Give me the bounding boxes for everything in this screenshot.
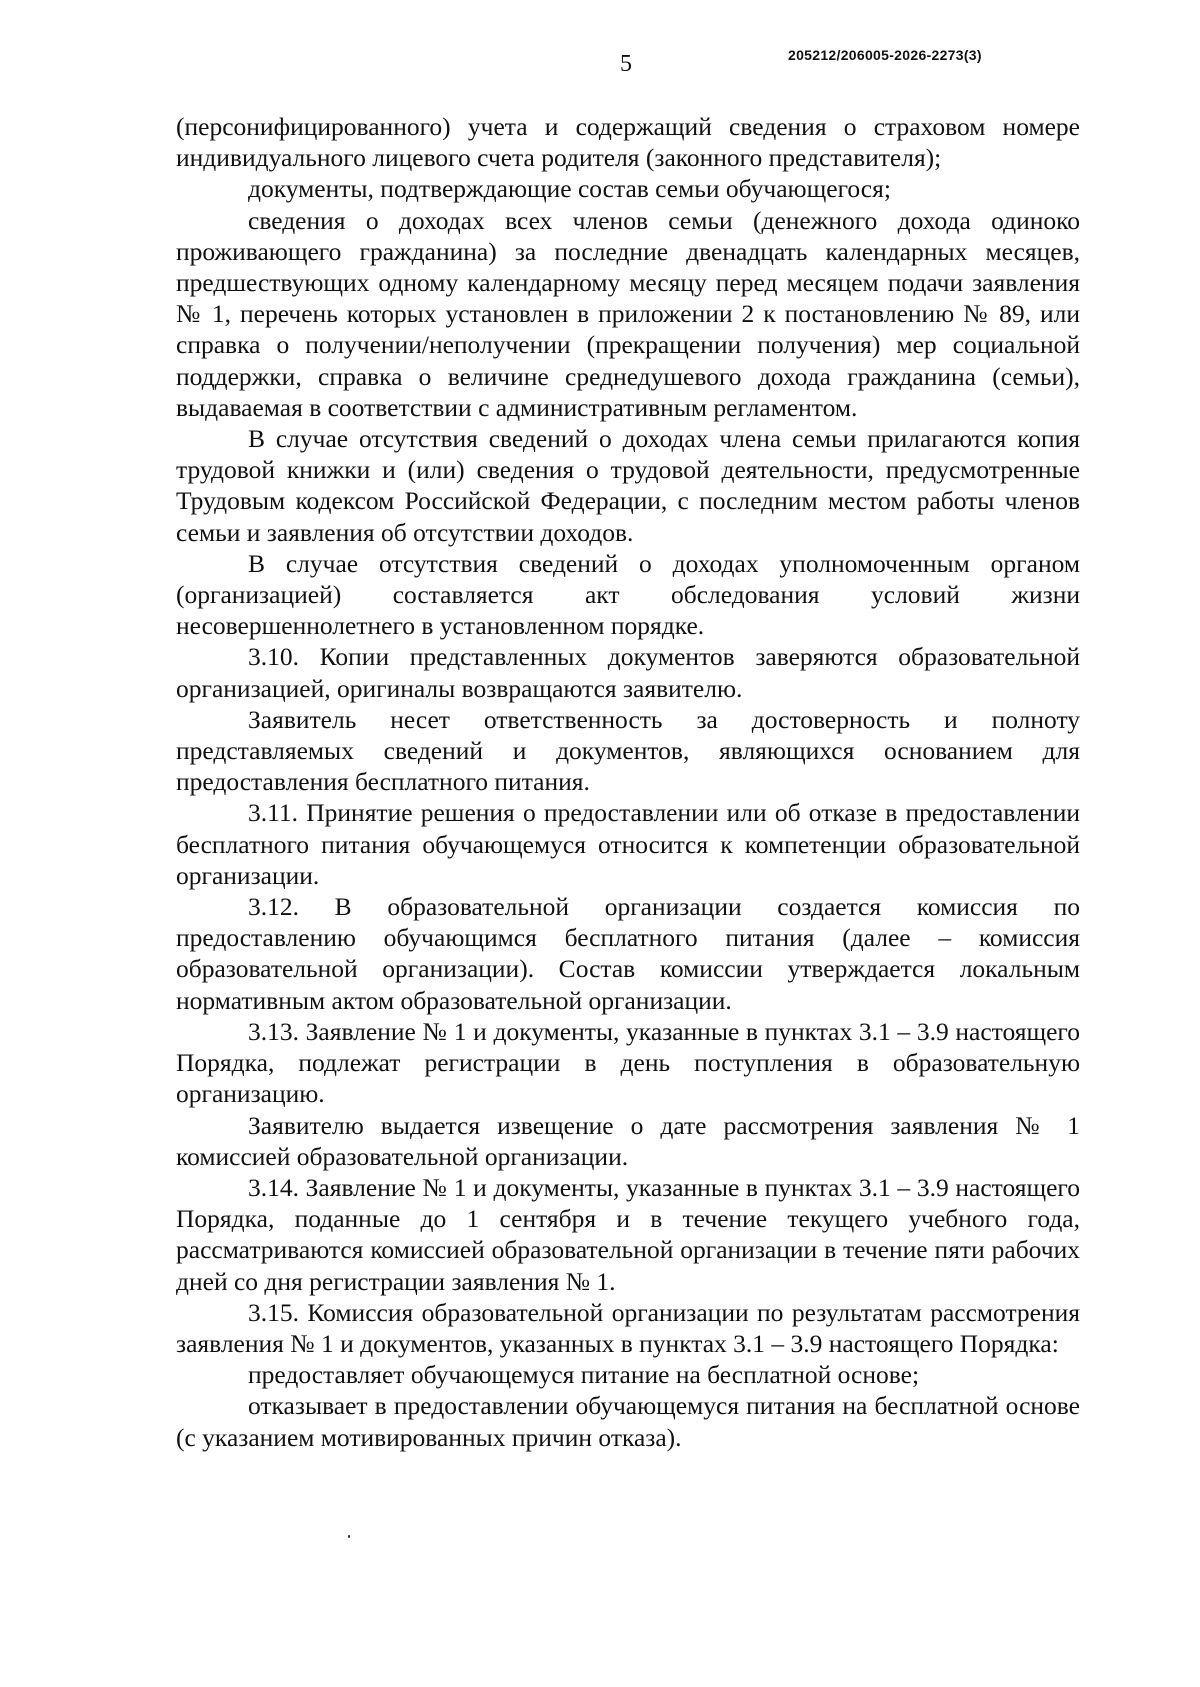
paragraph: документы, подтверждающие состав семьи обучающегося; bbox=[248, 174, 891, 204]
document-body bbox=[176, 111, 1080, 1453]
paragraph: 3.10. Копии представленных документов заверяются образовательной организацией, оригиналы возвращаются заявителю. bbox=[176, 642, 1080, 703]
paragraph: В случае отсутствия сведений о доходах члена семьи прилагаются копия трудовой книжки и (или) сведения о трудовой деятельности, предусмотренные Трудовым кодексом Российской Федерации, с последним местом работы членов семьи и заявления об отсутствии доходов. bbox=[176, 424, 1080, 547]
paragraph: 3.14. Заявление № 1 и документы, указанные в пунктах 3.1 – 3.9 настоящего Порядка, поданные до 1 сентября и в течение текущего учебного года, рассматриваются комиссией образовательной организации в течение пяти рабочих дней со дня регистрации заявления № 1. bbox=[176, 1172, 1080, 1296]
paragraph: Заявителю выдается извещение о дате рассмотрения заявления № 1 комиссией образовательной организации. bbox=[176, 1110, 1080, 1171]
paragraph: 3.15. Комиссия образовательной организации по результатам рассмотрения заявления № 1 и документов, указанных в пунктах 3.1 – 3.9 настоящего Порядка: bbox=[176, 1297, 1080, 1358]
scan-speck bbox=[348, 1535, 350, 1538]
paragraph: 3.11. Принятие решения о предоставлении или об отказе в предоставлении бесплатного питания обучающемуся относится к компетенции образовательной организации. bbox=[176, 798, 1080, 890]
document-id: 205212/206005-2026-2273(3) bbox=[788, 47, 982, 63]
paragraph: Заявитель несет ответственность за достоверность и полноту представляемых сведений и документов, являющихся основанием для предоставления бесплатного питания. bbox=[176, 704, 1080, 797]
paragraph: (персонифицированного) учета и содержащий сведения о страховом номере индивидуального лицевого счета родителя (законного представителя); bbox=[176, 112, 1080, 173]
paragraph: В случае отсутствия сведений о доходах уполномоченным органом (организацией) составляется акт обследования условий жизни несовершеннолетнего в установленном порядке. bbox=[176, 548, 1080, 641]
paragraph: 3.13. Заявление № 1 и документы, указанные в пунктах 3.1 – 3.9 настоящего Порядка, подлежат регистрации в день поступления в образовательную организацию. bbox=[176, 1016, 1080, 1109]
paragraph: предоставляет обучающемуся питание на бесплатной основе; bbox=[248, 1360, 920, 1390]
paragraph: отказывает в предоставлении обучающемуся питания на бесплатной основе (с указанием мотивированных причин отказа). bbox=[176, 1391, 1080, 1452]
paragraph: 3.12. В образовательной организации создается комиссия по предоставлению обучающимся бесплатного питания (далее – комиссия образовательной организации). Состав комиссии утверждается локальным нормативным актом образовательной организации. bbox=[176, 892, 1080, 1015]
paragraph: сведения о доходах всех членов семьи (денежного дохода одиноко проживающего гражданина) за последние двенадцать календарных месяцев, предшествующих одному календарному месяцу перед месяцем подачи заявления № 1, перечень которых установлен в приложении 2 к постановлению № 89, или справка о получении/неполучении (прекращении получения) мер социальной поддержки, справка о величине среднедушевого дохода гражданина (семьи), выдаваемая в соответствии с административным регламентом. bbox=[176, 205, 1080, 422]
page-number: 5 bbox=[620, 51, 632, 77]
